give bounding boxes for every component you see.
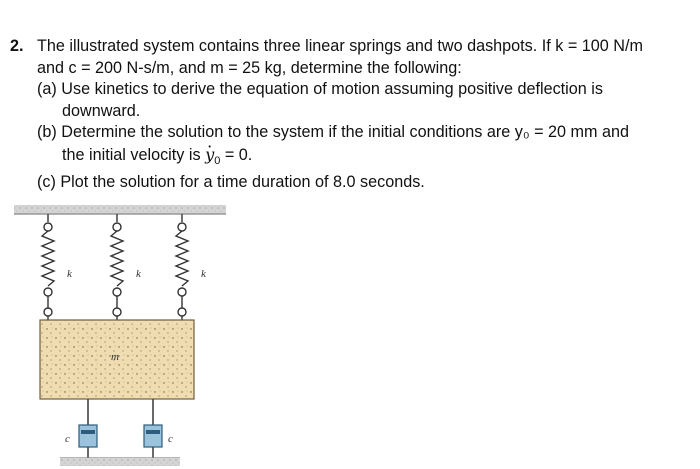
problem-text-1: The illustrated system contains three linear springs and two dashpots. If k = 100 N/m — [37, 37, 643, 55]
spring-label-middle: k — [136, 268, 141, 280]
problem-line-1 — [10, 36, 696, 58]
dashpot-label-right: c — [168, 433, 173, 445]
y-dot-symbol: y · — [205, 145, 214, 164]
problem-text-2: and c = 200 N-s/m, and m = 25 kg, determine the following: — [37, 58, 462, 77]
part-c-label: (c) — [37, 173, 56, 192]
part-b-text-2: the initial velocity is — [62, 145, 206, 164]
part-b-label: (b) — [37, 123, 57, 141]
spring-left — [42, 214, 54, 320]
spring-mass-damper-diagram — [0, 200, 240, 469]
part-c-text-1: Plot the solution for a time duration of 8.0 seconds. — [60, 173, 425, 192]
y-dot-subscript: 0 — [214, 154, 221, 167]
problem-line-2 — [10, 58, 696, 80]
part-a-cont — [10, 101, 696, 123]
part-a — [10, 79, 696, 101]
problem-statement — [10, 36, 696, 194]
part-b-cont — [10, 144, 696, 173]
spring-label-left: k — [67, 268, 72, 280]
dashpot-left — [79, 399, 97, 458]
dashpot-label-left: c — [65, 433, 70, 445]
mass-label: m — [111, 351, 119, 363]
part-a-text-1: Use kinetics to derive the equation of motion assuming positive deflection is — [61, 80, 603, 98]
spring-label-right: k — [201, 268, 206, 280]
part-a-label: (a) — [37, 80, 57, 98]
problem-number: 2. — [10, 37, 24, 55]
part-c — [10, 172, 696, 194]
part-b — [10, 122, 696, 144]
bottom-support — [60, 458, 180, 466]
system-figure — [0, 200, 240, 469]
spring-middle — [111, 214, 123, 320]
spring-right — [176, 214, 188, 320]
part-b-text-1: Determine the solution to the system if the initial conditions are y₀ = 20 mm and — [61, 123, 630, 141]
top-support — [14, 205, 226, 214]
part-a-text-2: downward. — [62, 101, 141, 120]
part-b-text-3: = 0. — [220, 145, 253, 164]
dashpot-right — [144, 399, 162, 458]
